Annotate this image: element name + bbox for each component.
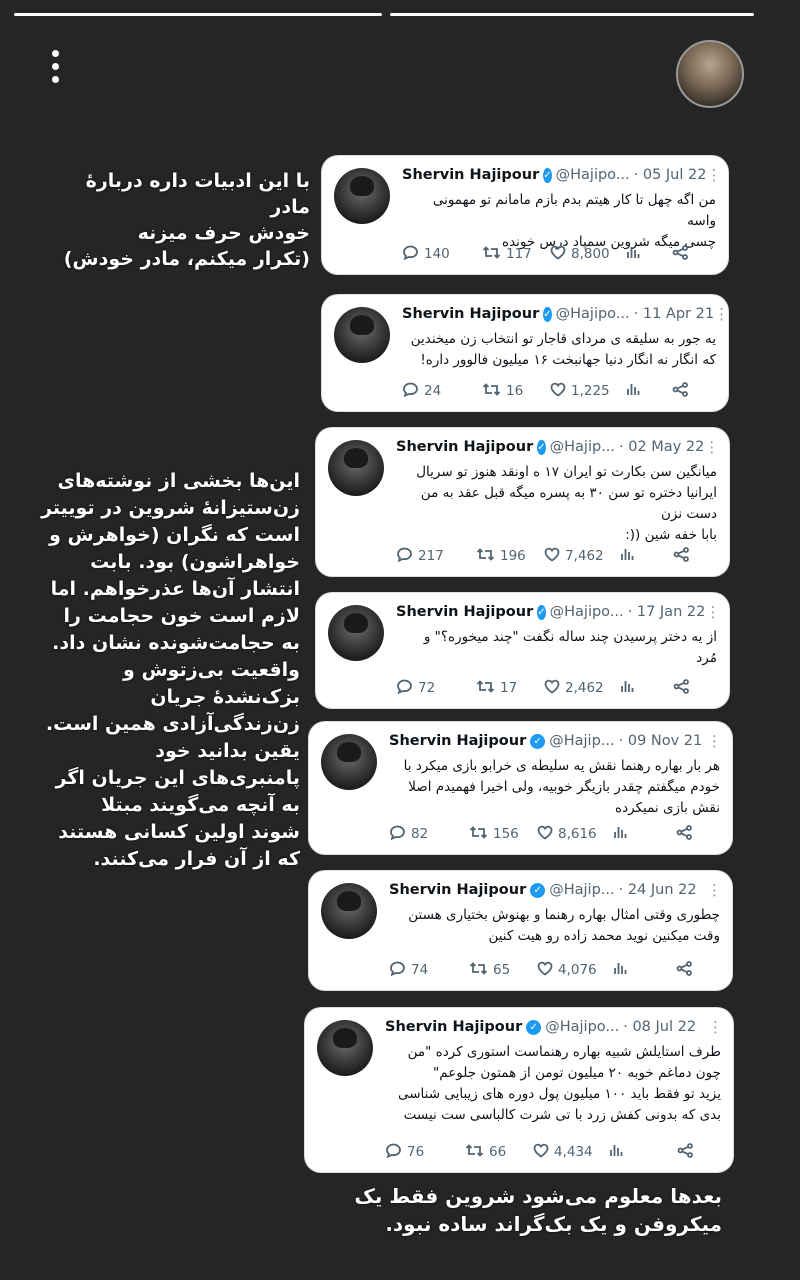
verified-badge-icon: ✓ [530, 734, 545, 749]
reply-count: 72 [418, 680, 436, 696]
tweet-author-name[interactable]: Shervin Hajipour [396, 439, 534, 455]
tweet-actions [402, 244, 716, 264]
tweet-author-name[interactable]: Shervin Hajipour [389, 882, 527, 898]
retweet-icon [469, 825, 493, 844]
like-button[interactable] [544, 547, 620, 566]
tweet-date[interactable]: · 24 Jun 22 [618, 882, 697, 898]
tweet-handle[interactable]: @Hajipo... [549, 604, 624, 620]
reply-count: 217 [418, 548, 444, 564]
more-horizontal-icon[interactable]: ⋮ [708, 1018, 723, 1036]
tweet-date[interactable]: · 17 Jan 22 [627, 604, 706, 620]
reply-button[interactable] [396, 679, 476, 698]
tweet-header [396, 601, 719, 623]
analytics-button[interactable] [620, 547, 639, 566]
tweet-header [389, 730, 722, 752]
reply-button[interactable] [389, 961, 469, 980]
verified-badge-icon: ✓ [530, 883, 545, 898]
analytics-button[interactable] [609, 1143, 628, 1162]
like-icon [550, 382, 571, 401]
share-icon [672, 382, 694, 401]
retweet-button[interactable] [469, 825, 537, 844]
tweet-author-name[interactable]: Shervin Hajipour [402, 167, 540, 183]
reply-icon [389, 961, 411, 980]
retweet-icon [476, 547, 500, 566]
retweet-count: 17 [500, 680, 518, 696]
tweet-handle[interactable]: @Hajipo... [555, 167, 630, 183]
retweet-count: 156 [493, 826, 519, 842]
tweet-handle[interactable]: @Hajip... [549, 733, 615, 749]
like-button[interactable] [550, 382, 626, 401]
tweet-actions [385, 1142, 721, 1162]
share-icon [676, 961, 698, 980]
reply-icon [389, 825, 411, 844]
profile-avatar[interactable] [676, 40, 744, 108]
analytics-button[interactable] [620, 679, 639, 698]
reply-count: 76 [407, 1144, 425, 1160]
tweet-handle[interactable]: @Hajipo... [555, 306, 630, 322]
tweet-card[interactable] [322, 156, 728, 274]
tweet-author-avatar[interactable] [328, 440, 384, 496]
retweet-count: 16 [506, 383, 524, 399]
reply-icon [385, 1143, 407, 1162]
verified-badge-icon: ✓ [526, 1020, 541, 1035]
tweet-author-name[interactable]: Shervin Hajipour [402, 306, 540, 322]
more-vertical-icon[interactable] [40, 44, 70, 88]
like-count: 4,076 [558, 962, 597, 978]
analytics-icon [613, 825, 632, 844]
retweet-icon [476, 679, 500, 698]
tweet-actions [389, 960, 720, 980]
share-button[interactable] [673, 679, 695, 698]
analytics-icon [620, 547, 639, 566]
retweet-count: 65 [493, 962, 511, 978]
tweet-author-name[interactable]: Shervin Hajipour [396, 604, 534, 620]
tweet-actions [402, 381, 716, 401]
tweet-text: من اگه چهل تا کار هیتم بدم بازم مامانم تو مهمونی واسه چسی میگه شروین سمپاد درس خونده [432, 192, 716, 250]
like-count: 4,434 [554, 1144, 593, 1160]
tweet-card[interactable] [316, 593, 729, 708]
retweet-icon [465, 1143, 489, 1162]
story-progress-fill-2 [390, 13, 754, 16]
tweet-header [402, 303, 730, 325]
more-horizontal-icon[interactable]: ⋮ [707, 732, 722, 750]
retweet-icon [482, 382, 506, 401]
more-horizontal-icon[interactable]: ⋮ [707, 881, 722, 899]
reply-icon [402, 245, 424, 264]
reply-count: 24 [424, 383, 442, 399]
reply-icon [396, 547, 418, 566]
tweet-card[interactable] [305, 1008, 733, 1172]
tweet-text: میانگین سن بکارت تو ایران ۱۷ ه اونقد هنوز تو سریال ایرانیا دختره تو سن ۳۰ به پسره میگه قبل عقد به من دست نزن بابا خفه شین ((: [416, 464, 717, 543]
reply-button[interactable] [396, 547, 476, 566]
like-count: 1,225 [571, 383, 610, 399]
tweet-text: طرف استایلش شبیه بهاره رهنماست استوری کرده "من چون دماغم خوبه ۲۰ میلیون تومن از همتون جلوعم" یزید تو فقط باید ۱۰۰ میلیون پول دوره های زیبایی شناسی بدی که بدونی کفش زرد با تی شرت کالباسی ست نیست [397, 1044, 721, 1123]
like-button[interactable] [544, 679, 620, 698]
tweet-date[interactable]: · 11 Apr 21 [633, 306, 715, 322]
tweet-handle[interactable]: @Hajipo... [545, 1019, 620, 1035]
share-icon [673, 679, 695, 698]
tweet-author-avatar[interactable] [334, 307, 390, 363]
like-button[interactable] [550, 245, 626, 264]
tweet-card[interactable] [316, 428, 729, 576]
retweet-icon [469, 961, 493, 980]
reply-button[interactable] [402, 245, 482, 264]
tweet-author-avatar[interactable] [328, 605, 384, 661]
overlay-text-top: با این ادبیات داره دربارهٔ مادر خودش حرف میزنه (تکرار میکنم، مادر خودش) [63, 170, 310, 270]
like-icon [533, 1143, 554, 1162]
reply-icon [396, 679, 418, 698]
verified-badge-icon: ✓ [537, 606, 546, 618]
share-button[interactable] [672, 382, 694, 401]
analytics-button[interactable] [626, 245, 645, 264]
tweet-text: هر بار بهاره رهنما نقش یه سلیطه ی خرابو بازی میکرد با خودم میگفتم چقدر بازیگر خوبیه، ولی اخیرا فهمیدم اصلا نقش بازی نمیکرده [403, 758, 720, 816]
analytics-icon [613, 961, 632, 980]
analytics-button[interactable] [613, 961, 632, 980]
reply-button[interactable] [385, 1143, 465, 1162]
overlay-text-middle: این‌ها بخشی از نوشته‌های زن‌ستیزانهٔ شروین در توییتر است که نگران (خواهرش و خواهراشون) بود. بابت انتشار آن‌ها عذرخواهم. اما لازم است خون حجامت را به حجامت‌شونده نشان داد. واقعیت بی‌زتوش و بزک‌نشدهٔ جریان زن‌زندگی‌آزادی همین است. یقین بدانید خود پامنبری‌های این جریان اگر به آنچه می‌گویند مبتلا شوند اولین کسانی هستند که از آن فرار می‌کنند. [41, 470, 300, 870]
tweet-header [396, 436, 719, 458]
story-progress-segment-2 [390, 13, 754, 16]
tweet-text: یه جور به سلیقه ی مردای قاجار تو انتخاب زن میخندین که انگار نه انگار دنیا جهانبخت ۱۶ میلیون فالوور داره! [410, 331, 716, 368]
verified-badge-icon: ✓ [537, 441, 546, 453]
more-horizontal-icon[interactable]: ⋮ [706, 166, 722, 184]
like-button[interactable] [537, 961, 613, 980]
story-progress-segment-1 [14, 13, 382, 16]
retweet-count: 196 [500, 548, 526, 564]
tweet-actions [389, 824, 720, 844]
share-button[interactable] [677, 1143, 699, 1162]
tweet-header [385, 1016, 723, 1038]
share-icon [676, 825, 698, 844]
tweet-date[interactable]: · 02 May 22 [619, 439, 705, 455]
share-icon [672, 245, 694, 264]
reply-button[interactable] [402, 382, 482, 401]
reply-icon [402, 382, 424, 401]
retweet-count: 117 [506, 246, 532, 262]
tweet-author-avatar[interactable] [317, 1020, 373, 1076]
tweet-card[interactable] [309, 871, 732, 990]
reply-button[interactable] [389, 825, 469, 844]
overlay-text-bottom: بعدها معلوم می‌شود شروین فقط یک میکروفن و یک بک‌گراند ساده نبود. [354, 1184, 722, 1236]
tweet-date[interactable]: · 09 Nov 21 [618, 733, 703, 749]
share-button[interactable] [672, 245, 694, 264]
share-icon [673, 547, 695, 566]
tweet-handle[interactable]: @Hajip... [549, 882, 615, 898]
like-icon [537, 961, 558, 980]
tweet-author-avatar[interactable] [334, 168, 390, 224]
more-horizontal-icon[interactable]: ⋮ [714, 305, 730, 323]
tweet-header [402, 164, 722, 186]
tweet-author-avatar[interactable] [321, 883, 377, 939]
like-button[interactable] [533, 1143, 609, 1162]
retweet-icon [482, 245, 506, 264]
retweet-count: 66 [489, 1144, 507, 1160]
retweet-button[interactable] [482, 382, 550, 401]
verified-badge-icon: ✓ [543, 308, 552, 320]
analytics-icon [609, 1143, 628, 1162]
share-button[interactable] [673, 547, 695, 566]
more-horizontal-icon[interactable]: ⋮ [705, 603, 721, 621]
tweet-actions [396, 546, 717, 566]
story-progress [14, 13, 754, 17]
retweet-button[interactable] [465, 1143, 533, 1162]
tweet-author-name[interactable]: Shervin Hajipour [389, 733, 527, 749]
retweet-button[interactable] [476, 547, 544, 566]
tweet-card[interactable] [309, 722, 732, 854]
tweet-card[interactable] [322, 295, 728, 411]
like-count: 8,800 [571, 246, 610, 262]
analytics-icon [626, 382, 645, 401]
tweet-date[interactable]: · 08 Jul 22 [623, 1019, 697, 1035]
retweet-button[interactable] [469, 961, 537, 980]
like-count: 2,462 [565, 680, 604, 696]
reply-count: 82 [411, 826, 429, 842]
story-progress-fill-1 [14, 13, 382, 16]
share-button[interactable] [676, 825, 698, 844]
retweet-button[interactable] [476, 679, 544, 698]
tweet-author-avatar[interactable] [321, 734, 377, 790]
share-button[interactable] [676, 961, 698, 980]
tweet-handle[interactable]: @Hajip... [549, 439, 616, 455]
analytics-icon [620, 679, 639, 698]
like-icon [550, 245, 571, 264]
tweet-date[interactable]: · 05 Jul 22 [633, 167, 707, 183]
like-icon [537, 825, 558, 844]
tweet-text: چطوری وقتی امثال بهاره رهنما و بهنوش بختیاری هستن وقت میکنین نوید محمد زاده رو هیت کنین [408, 907, 720, 944]
like-count: 8,616 [558, 826, 597, 842]
tweet-text: از یه دختر پرسیدن چند ساله نگفت "چند میخوره؟" و مُرد [423, 629, 717, 666]
like-icon [544, 679, 565, 698]
like-count: 7,462 [565, 548, 604, 564]
reply-count: 140 [424, 246, 450, 262]
tweet-actions [396, 678, 717, 698]
share-icon [677, 1143, 699, 1162]
retweet-button[interactable] [482, 245, 550, 264]
more-horizontal-icon[interactable]: ⋮ [704, 438, 720, 456]
like-button[interactable] [537, 825, 613, 844]
tweet-author-name[interactable]: Shervin Hajipour [385, 1019, 523, 1035]
like-icon [544, 547, 565, 566]
tweet-header [389, 879, 722, 901]
reply-count: 74 [411, 962, 429, 978]
analytics-button[interactable] [626, 382, 645, 401]
analytics-button[interactable] [613, 825, 632, 844]
analytics-icon [626, 245, 645, 264]
verified-badge-icon: ✓ [543, 169, 552, 181]
